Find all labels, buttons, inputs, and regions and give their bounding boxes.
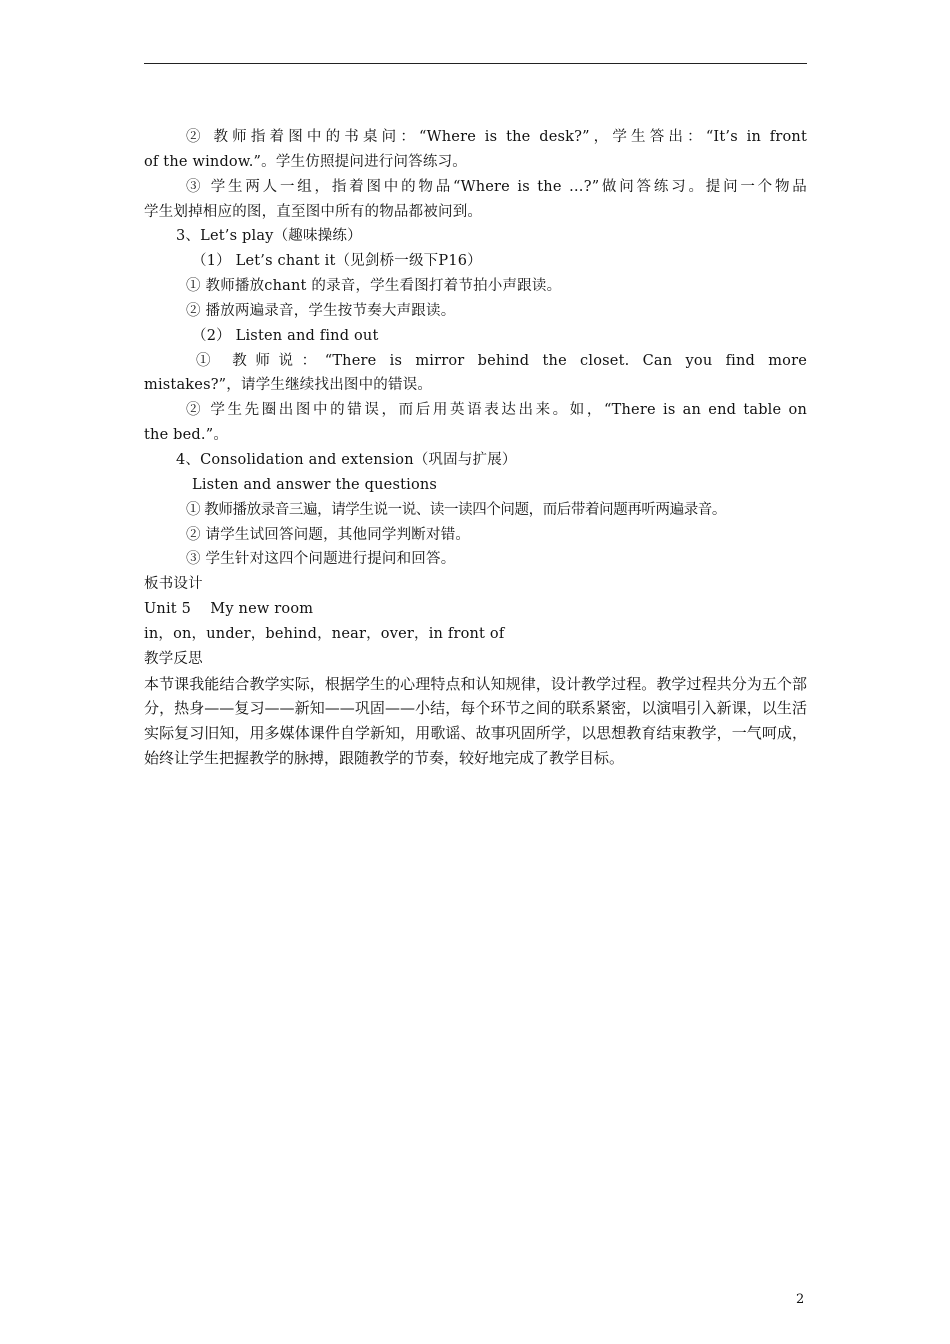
text-line: ① 教师播放chant 的录音，学生看图打着节拍小声跟读。 xyxy=(186,278,562,295)
subsection-heading-chant: （1） Let’s chant it（见剑桥一级下P16） xyxy=(192,253,482,270)
text-line: mistakes?”，请学生继续找出图中的错误。 xyxy=(144,377,433,394)
board-unit-title: Unit 5 My new room xyxy=(144,601,314,618)
text-line: ② 教师指着图中的书桌问：“Where is the desk?”，学生答出：“It’s in front xyxy=(186,129,807,145)
reflection-paragraph: 本节课我能结合教学实际，根据学生的心理特点和认知规律，设计教学过程。教学过程共分为五个部分，热身——复习——新知——巩固——小结，每个环节之间的联系紧密，以演唱引入新课，以生活实际复习旧知，用多媒体课件自学新知，用歌谣、故事巩固所学，以思想教育结束教学，一气呵成，始终让学生把握教学的脉搏，跟随教学的节奏，较好地完成了教学目标。 xyxy=(144,674,807,768)
subsection-heading-listen-find: （2） Listen and find out xyxy=(192,327,379,344)
section-heading-lets-play: 3、Let’s play（趣味操练） xyxy=(176,228,362,245)
text-line: the bed.”。 xyxy=(144,427,229,444)
document-body xyxy=(144,125,807,771)
board-prepositions: in，on，under，behind，near，over，in front of xyxy=(144,625,505,642)
subsection-heading-listen-answer: Listen and answer the questions xyxy=(192,476,438,493)
text-line: ② 学生先圈出图中的错误，而后用英语表达出来。如，“There is an end table on xyxy=(186,402,807,419)
text-line: ② 播放两遍录音，学生按节奏大声跟读。 xyxy=(186,302,456,319)
heading-teaching-reflection: 教学反思 xyxy=(144,650,203,667)
text-line: ① 教师播放录音三遍，请学生说一说、读一读四个问题，而后带着问题再听两遍录音。 xyxy=(186,501,727,518)
section-heading-consolidation: 4、Consolidation and extension（巩固与扩展） xyxy=(176,451,517,468)
text-line: ② 请学生试回答问题，其他同学判断对错。 xyxy=(186,526,471,543)
page-number: 2 xyxy=(796,1292,805,1307)
text-line: ① 教师说：“There is mirror behind the closet. Can you find more xyxy=(196,352,807,369)
text-line: ③ 学生两人一组，指着图中的物品“Where is the …?”做问答练习。提问一个物品 xyxy=(186,178,807,195)
text-line: 学生划掉相应的图，直至图中所有的物品都被问到。 xyxy=(144,203,483,220)
header-rule xyxy=(144,63,807,64)
heading-board-design: 板书设计 xyxy=(144,576,203,593)
text-line: ③ 学生针对这四个问题进行提问和回答。 xyxy=(186,551,456,568)
text-line: of the window.”。学生仿照提问进行问答练习。 xyxy=(144,153,467,170)
